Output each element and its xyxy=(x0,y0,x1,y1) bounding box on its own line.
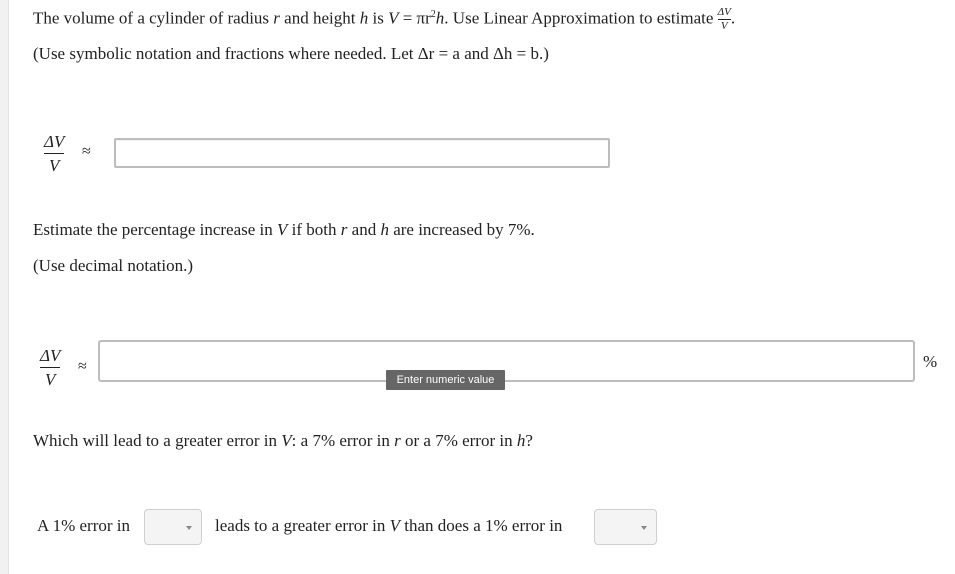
question-2-text xyxy=(33,220,535,240)
answer1-frac-den: V xyxy=(48,156,60,175)
variable-select-1[interactable] xyxy=(144,509,202,545)
answer1-fraction xyxy=(44,133,64,174)
q1-frac-num: ΔV xyxy=(717,6,731,18)
answer2-frac-num: ΔV xyxy=(40,346,61,365)
q2-var-h: h xyxy=(380,220,389,239)
q1-fraction xyxy=(718,7,731,32)
numeric-value-tooltip: Enter numeric value xyxy=(386,370,505,390)
chevron-down-icon xyxy=(186,526,192,530)
q1-frac-den: V xyxy=(720,20,728,32)
q2-var-v: V xyxy=(277,220,288,239)
q1-period: . xyxy=(730,8,736,28)
q1-formula-h: h xyxy=(435,8,445,28)
answer3-middle xyxy=(215,516,562,536)
question-1-hint: (Use symbolic notation and fractions where needed. Let Δr = a and Δh = b.) xyxy=(33,44,549,63)
percent-unit-label: % xyxy=(923,352,938,371)
chevron-down-icon xyxy=(641,526,647,530)
left-scroll-gutter xyxy=(0,0,9,574)
q1-is: is xyxy=(368,8,389,28)
q2-var-r: r xyxy=(340,220,348,239)
q3-var-r: r xyxy=(394,431,401,450)
q1-equals-pi-r: = πr xyxy=(398,8,431,28)
q2-text-a: Estimate the percentage increase in xyxy=(33,220,278,239)
answer2-numeric-input[interactable] xyxy=(98,340,915,382)
answer3-middle-b: than does a 1% error in xyxy=(400,516,563,535)
answer2-frac-den: V xyxy=(44,370,56,389)
answer3-prefix: A 1% error in xyxy=(37,516,131,535)
q3-text-d: ? xyxy=(525,431,533,450)
answer1-approx-symbol: ≈ xyxy=(82,143,91,160)
answer3-var-v: V xyxy=(389,516,401,535)
q1-intro: The volume of a cylinder of radius xyxy=(33,8,274,28)
q1-var-r: r xyxy=(273,8,280,28)
q1-exponent: 2 xyxy=(430,8,436,20)
question-3-text xyxy=(33,431,533,451)
answer2-approx-symbol: ≈ xyxy=(78,358,87,375)
q1-tail: . Use Linear Approximation to estimate xyxy=(444,8,718,28)
q2-text-b: if both xyxy=(287,220,341,239)
q3-text-c: or a 7% error in xyxy=(400,431,517,450)
q3-var-h: h xyxy=(516,431,526,450)
variable-select-2[interactable] xyxy=(594,509,657,545)
question-1-text xyxy=(33,7,735,32)
q3-text-b: : a 7% error in xyxy=(291,431,395,450)
answer2-fraction xyxy=(40,347,60,388)
answer1-input[interactable] xyxy=(114,138,610,168)
answer3-middle-a: leads to a greater error in xyxy=(215,516,390,535)
question-2-hint: (Use decimal notation.) xyxy=(33,256,194,275)
q3-var-v: V xyxy=(281,431,292,450)
q1-var-h: h xyxy=(359,8,369,28)
q2-text-d: are increased by 7%. xyxy=(388,220,535,239)
q2-text-c: and xyxy=(347,220,381,239)
answer1-frac-num: ΔV xyxy=(44,132,65,151)
q1-and-height: and height xyxy=(279,8,360,28)
q3-text-a: Which will lead to a greater error in xyxy=(33,431,282,450)
q1-formula-v: V xyxy=(388,8,399,28)
